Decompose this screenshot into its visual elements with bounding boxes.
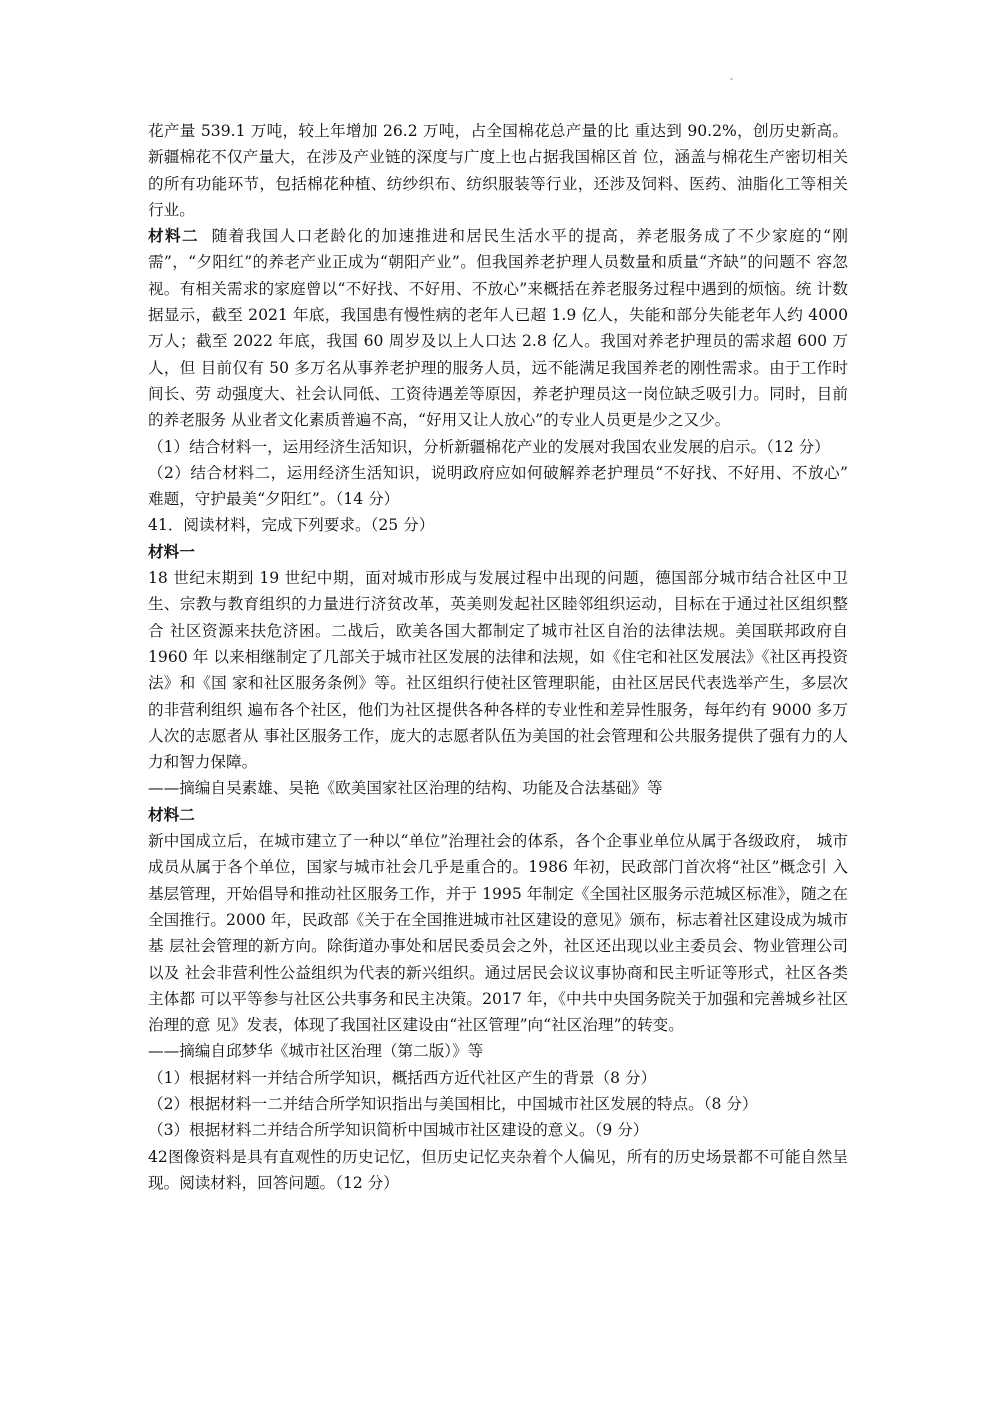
paragraph-cotton: 花产量 539.1 万吨，较上年增加 26.2 万吨，占全国棉花总产量的比 重达到 90.2%，创历史新高。新疆棉花不仅产量大，在涉及产业链的深度与广度上也占据我国棉区首 位，涵盖与棉花生产密切相关的所有功能环节，包括棉花种植、纺纱织布、纺织服装等行业，还涉及饲料、医药、油脂化工等相关行业。	[148, 122, 848, 219]
question-42: 42图像资料是具有直观性的历史记忆，但历史记忆夹杂着个人偏见，所有的历史场景都不可能自然呈 现。阅读材料，回答问题。（12 分）	[148, 1147, 848, 1192]
q41-material-two-source: ——摘编自邱梦华《城市社区治理（第二版）》等	[148, 1042, 484, 1061]
question-41-2: （2）根据材料一二并结合所学知识指出与美国相比，中国城市社区发展的特点。（8 分）	[148, 1094, 758, 1113]
corner-mark	[730, 78, 733, 80]
material-two-text: 随着我国人口老龄化的加速推进和居民生活水平的提高，养老服务成了不少家庭的“刚 需”，“夕阳红”的养老产业正成为“朝阳产业”。但我国养老护理人员数量和质量“齐缺”的问题不 容忽视。有相关需求的家庭曾以“不好找、不好用、不放心”来概括在养老服务过程中遇到的烦恼。统 计数据显示，截至 2021 年底，我国患有慢性病的老年人已超 1.9 亿人，失能和部分失能老年人约 4000 万人；截至 2022 年底，我国 60 周岁及以上人口达 2.8 亿人。我国对养老护理员的需求超 600 万人，但 目前仅有 50 多万名从事养老护理的服务人员，远不能满足我国养老的刚性需求。由于工作时间长、劳 动强度大、社会认同低、工资待遇差等原因，养老护理员这一岗位缺乏吸引力。同时，目前的养老服务 从业者文化素质普遍不高，“好用又让人放心”的专业人员更是少之又少。	[148, 227, 848, 430]
q41-material-two-label: 材料二	[148, 804, 195, 824]
q41-material-one-label: 材料一	[148, 541, 195, 561]
material-two-label: 材料二	[148, 226, 199, 246]
page-content	[148, 118, 848, 1196]
question-41-3: （3）根据材料二并结合所学知识简析中国城市社区建设的意义。（9 分）	[148, 1121, 649, 1140]
question-41-1: （1）根据材料一并结合所学知识，概括西方近代社区产生的背景（8 分）	[148, 1068, 657, 1087]
paragraph-material-two	[148, 223, 848, 433]
q41-material-two-text: 新中国成立后，在城市建立了一种以“单位”治理社会的体系，各个企事业单位从属于各级政府， 城市成员从属于各个单位，国家与城市社会几乎是重合的。1986 年初，民政部门首次将“社区”概念引 入基层管理，开始倡导和推动社区服务工作，并于 1995 年制定《全国社区服务示范城区标准》，随之在 全国推行。2000 年，民政部《关于在全国推进城市社区建设的意见》颁布，标志着社区建设成为城市基 层社会管理的新方向。除街道办事处和居民委员会之外，社区还出现以业主委员会、物业管理公司以及 社会非营利性公益组织为代表的新兴组织。通过居民会议议事协商和民主听证等形式，社区各类主体都 可以平等参与社区公共事务和民主决策。2017 年，《中共中央国务院关于加强和完善城乡社区治理的意 见》发表，体现了我国社区建设由“社区管理”向“社区治理”的转变。	[148, 832, 848, 1035]
question-41-title: 41．阅读材料，完成下列要求。（25 分）	[148, 516, 435, 535]
q41-material-one-source: ——摘编自吴素雄、吴艳《欧美国家社区治理的结构、功能及合法基础》等	[148, 779, 663, 798]
q41-material-one-text: 18 世纪末期到 19 世纪中期，面对城市形成与发展过程中出现的问题，德国部分城市结合社区中卫 生、宗教与教育组织的力量进行济贫改革，英美则发起社区睦邻组织运动，目标在于通过社区组织整合 社区资源来扶危济困。二战后，欧美各国大都制定了城市社区自治的法律法规。美国联邦政府自 1960 年 以来相继制定了几部关于城市社区发展的法律和法规，如《住宅和社区发展法》《社区再投资法》和《国 家和社区服务条例》等。社区组织行使社区管理职能，由社区居民代表选举产生，多层次的非营利组织 遍布各个社区，他们为社区提供各种各样的专业性和差异性服务，每年约有 9000 多万人次的志愿者从 事社区服务工作，庞大的志愿者队伍为美国的社会管理和公共服务提供了强有力的人力和智力保障。	[148, 569, 848, 772]
question-40-2: （2）结合材料二，运用经济生活知识，说明政府应如何破解养老护理员“不好找、不好用、不放心” 难题，守护最美“夕阳红”。（14 分）	[148, 463, 848, 509]
question-40-1: （1）结合材料一，运用经济生活知识，分析新疆棉花产业的发展对我国农业发展的启示。（12 分）	[148, 437, 830, 456]
